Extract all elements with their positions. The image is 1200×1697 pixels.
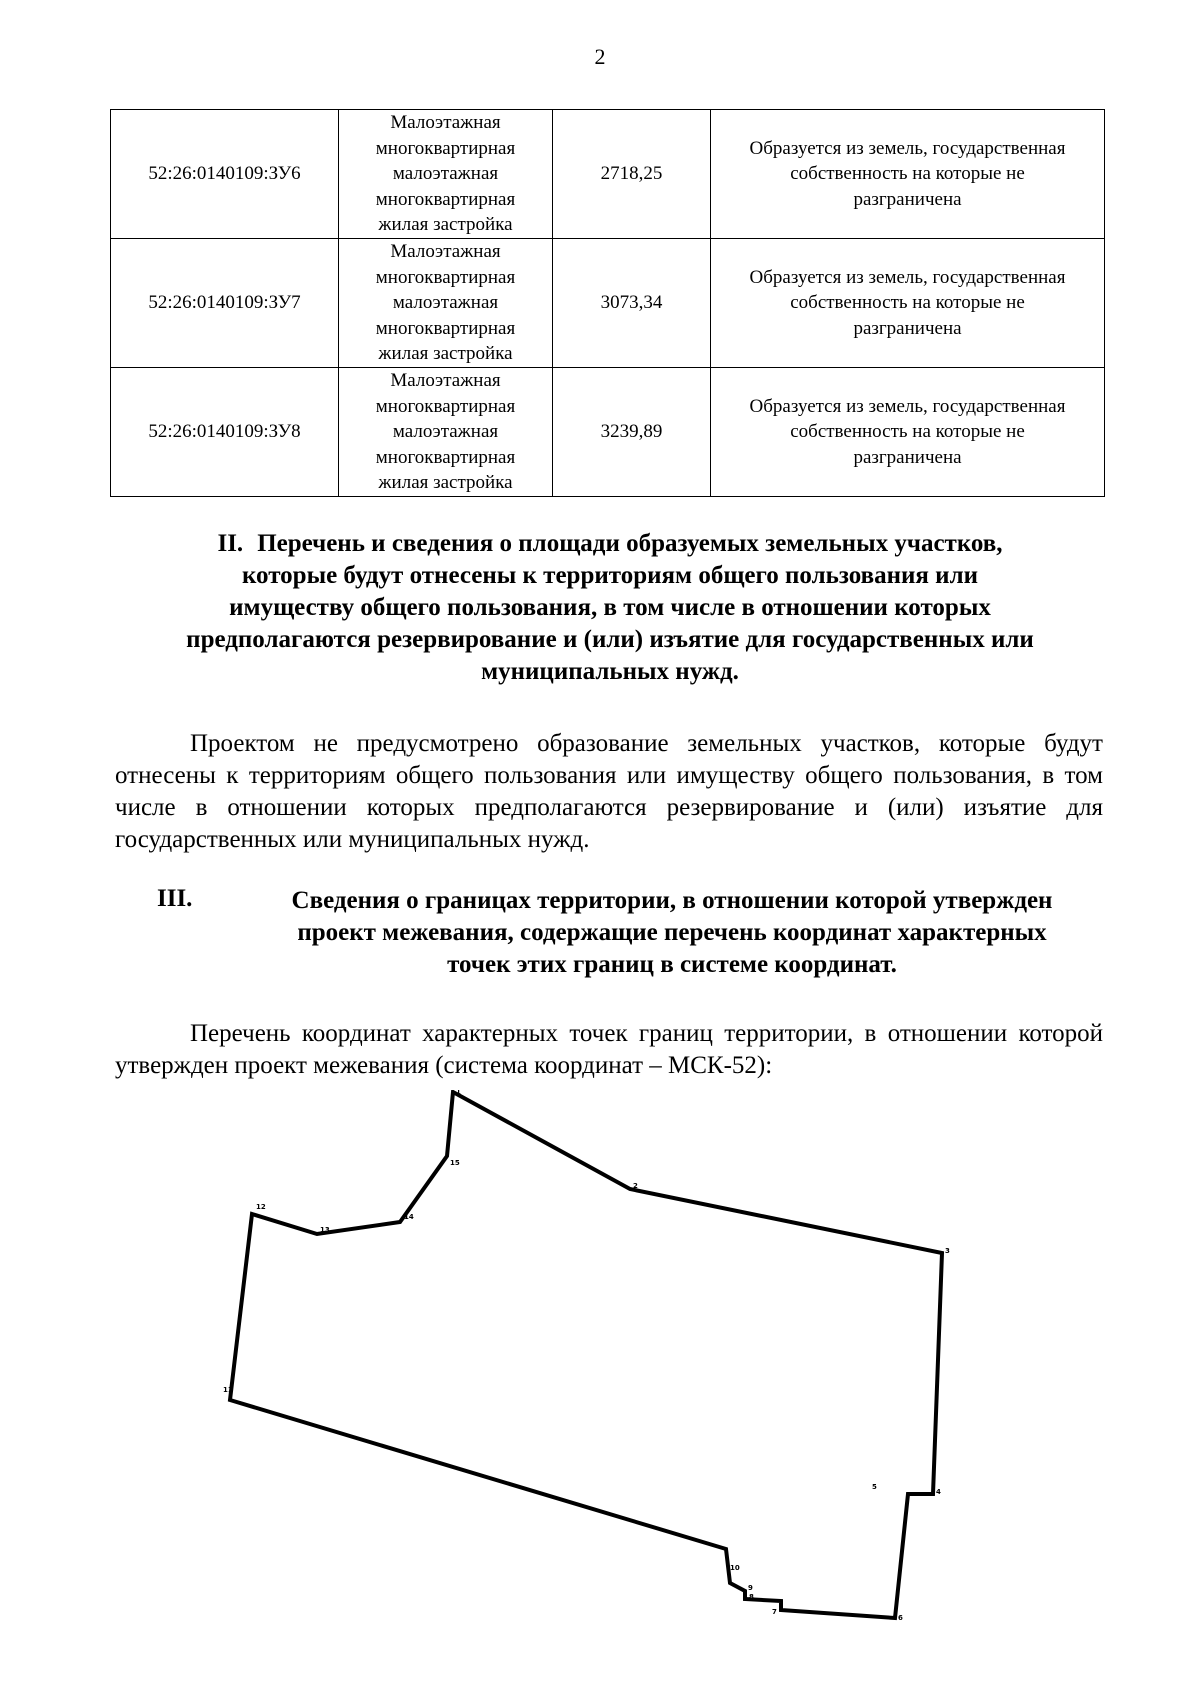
- point-label: 8: [749, 1593, 754, 1601]
- parcel-area: 2718,25: [553, 110, 711, 239]
- table-row: [111, 110, 1105, 239]
- parcel-area: 3073,34: [553, 239, 711, 368]
- table-row: [111, 368, 1105, 497]
- point-label: 2: [633, 1182, 638, 1190]
- point-label: 14: [404, 1213, 414, 1221]
- parcel-use: Малоэтажная многоквартирная малоэтажная многоквартирная жилая застройка: [339, 110, 553, 239]
- parcel-number: 52:26:0140109:ЗУ6: [111, 110, 339, 239]
- point-label: 5: [872, 1483, 877, 1491]
- section-3-heading: Сведения о границах территории, в отношении которой утвержден проект межевания, содержащие перечень координат характерных точек этих границ в системе координат.: [291, 887, 1053, 978]
- boundary-polygon: [230, 1092, 942, 1618]
- page-number: 2: [594, 44, 606, 69]
- parcel-note: Образуется из земель, государственная собственность на которые не разграничена: [711, 368, 1105, 497]
- point-label: 15: [450, 1159, 460, 1167]
- boundary-diagram: [220, 1090, 960, 1640]
- parcel-note: Образуется из земель, государственная собственность на которые не разграничена: [711, 110, 1105, 239]
- parcel-note: Образуется из земель, государственная собственность на которые не разграничена: [711, 239, 1105, 368]
- parcel-number: 52:26:0140109:ЗУ7: [111, 239, 339, 368]
- point-label: 13: [320, 1226, 330, 1234]
- parcels-table: [110, 109, 1105, 497]
- parcel-use: Малоэтажная многоквартирная малоэтажная многоквартирная жилая застройка: [339, 239, 553, 368]
- section-3-numeral: III.: [157, 885, 193, 912]
- parcel-use: Малоэтажная многоквартирная малоэтажная многоквартирная жилая застройка: [339, 368, 553, 497]
- point-label: 1: [456, 1090, 461, 1096]
- point-label: 9: [748, 1584, 753, 1592]
- point-label: 10: [730, 1564, 740, 1572]
- section-2-heading: II. Перечень и сведения о площади образуемых земельных участков, которые будут отнесены к территориям общего пользования или имуществу общего пользования, в том числе в отношении которых предполагаются резервирование и (или) изъятие для государственных или муниципальных нужд.: [186, 530, 1034, 685]
- point-label: 6: [898, 1614, 903, 1622]
- parcel-area: 3239,89: [553, 368, 711, 497]
- section-2-body: Проектом не предусмотрено образование земельных участков, которые будут отнесены к территориям общего пользования или имуществу общего пользования, в том числе в отношении которых предполагаются резервирование и (или) изъятие для государственных или муниципальных нужд.: [115, 730, 1103, 853]
- point-label: 4: [936, 1488, 941, 1496]
- point-label: 11: [223, 1386, 233, 1394]
- point-label: 3: [945, 1247, 950, 1255]
- table-row: [111, 239, 1105, 368]
- parcel-number: 52:26:0140109:ЗУ8: [111, 368, 339, 497]
- point-label: 12: [256, 1203, 266, 1211]
- section-2-numeral: II.: [217, 530, 244, 557]
- point-label: 7: [772, 1608, 777, 1616]
- section-3-body: Перечень координат характерных точек границ территории, в отношении которой утвержден проект межевания (система координат – МСК-52):: [115, 1020, 1103, 1079]
